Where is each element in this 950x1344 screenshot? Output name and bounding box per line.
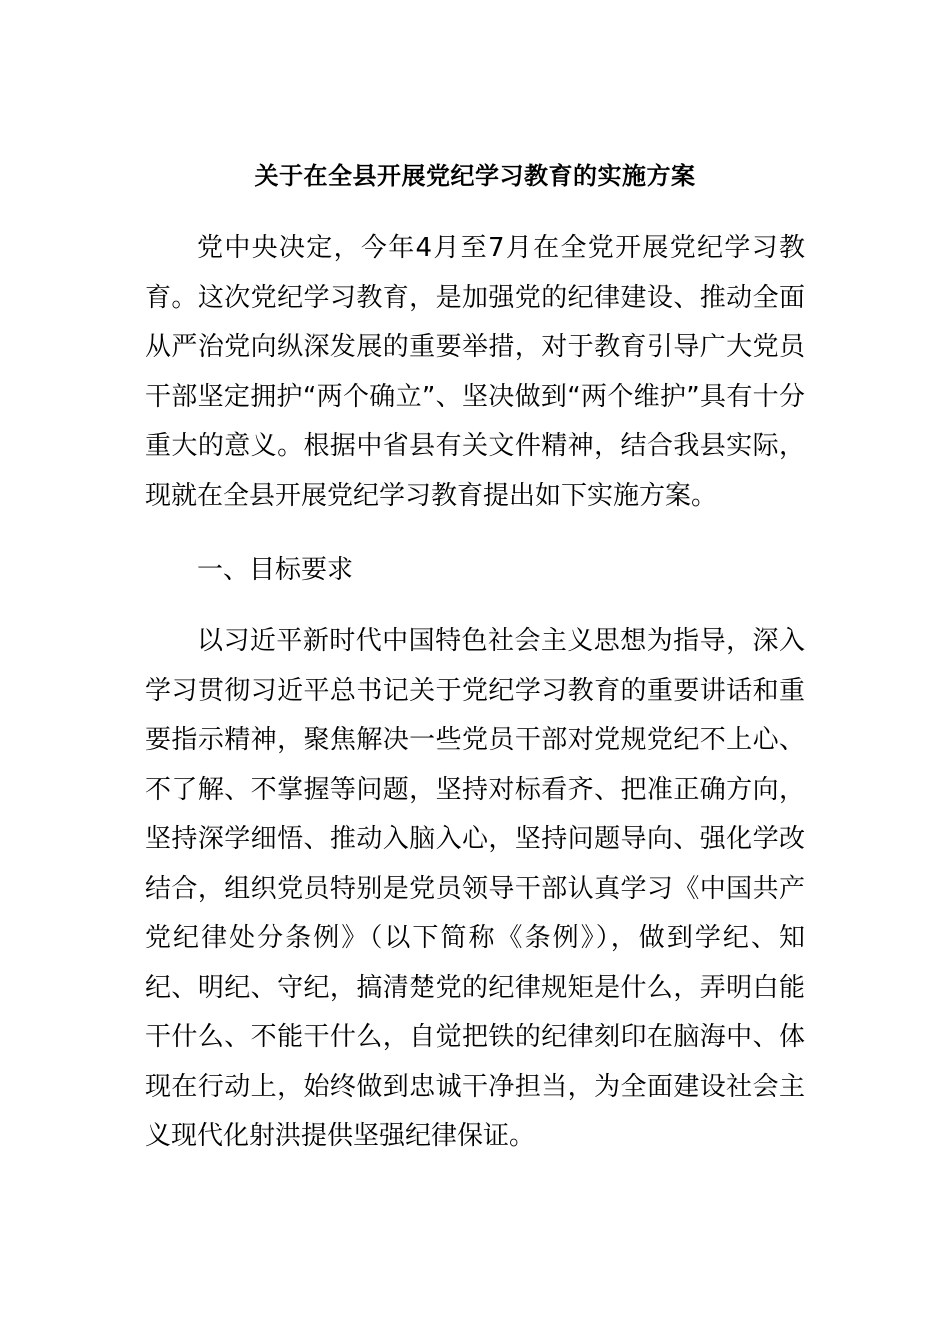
intro-paragraph: 党中央决定，今年4月至7月在全党开展党纪学习教育。这次党纪学习教育，是加强党的纪律建设、推动全面从严治党向纵深发展的重要举措，对于教育引导广大党员干部坚定拥护“两个确立”、坚决做到“两个维护”具有十分重大的意义。根据中省县有关文件精神，结合我县实际，现就在全县开展党纪学习教育提出如下实施方案。: [145, 233, 805, 511]
section-heading-goals: 一、目标要求: [197, 555, 354, 585]
goals-paragraph: 以习近平新时代中国特色社会主义思想为指导，深入学习贯彻习近平总书记关于党纪学习教育的重要讲话和重要指示精神，聚焦解决一些党员干部对党规党纪不上心、不了解、不掌握等问题，坚持对标看齐、把准正确方向，坚持深学细悟、推动入脑入心，坚持问题导向、强化学改结合，组织党员特别是党员领导干部认真学习《中国共产党纪律处分条例》（以下简称《条例》），做到学纪、知纪、明纪、守纪，搞清楚党的纪律规矩是什么，弄明白能干什么、不能干什么，自觉把铁的纪律刻印在脑海中、体现在行动上，始终做到忠诚干净担当，为全面建设社会主义现代化射洪提供坚强纪律保证。: [145, 626, 805, 1151]
document-title: 关于在全县开展党纪学习教育的实施方案: [254, 162, 696, 190]
